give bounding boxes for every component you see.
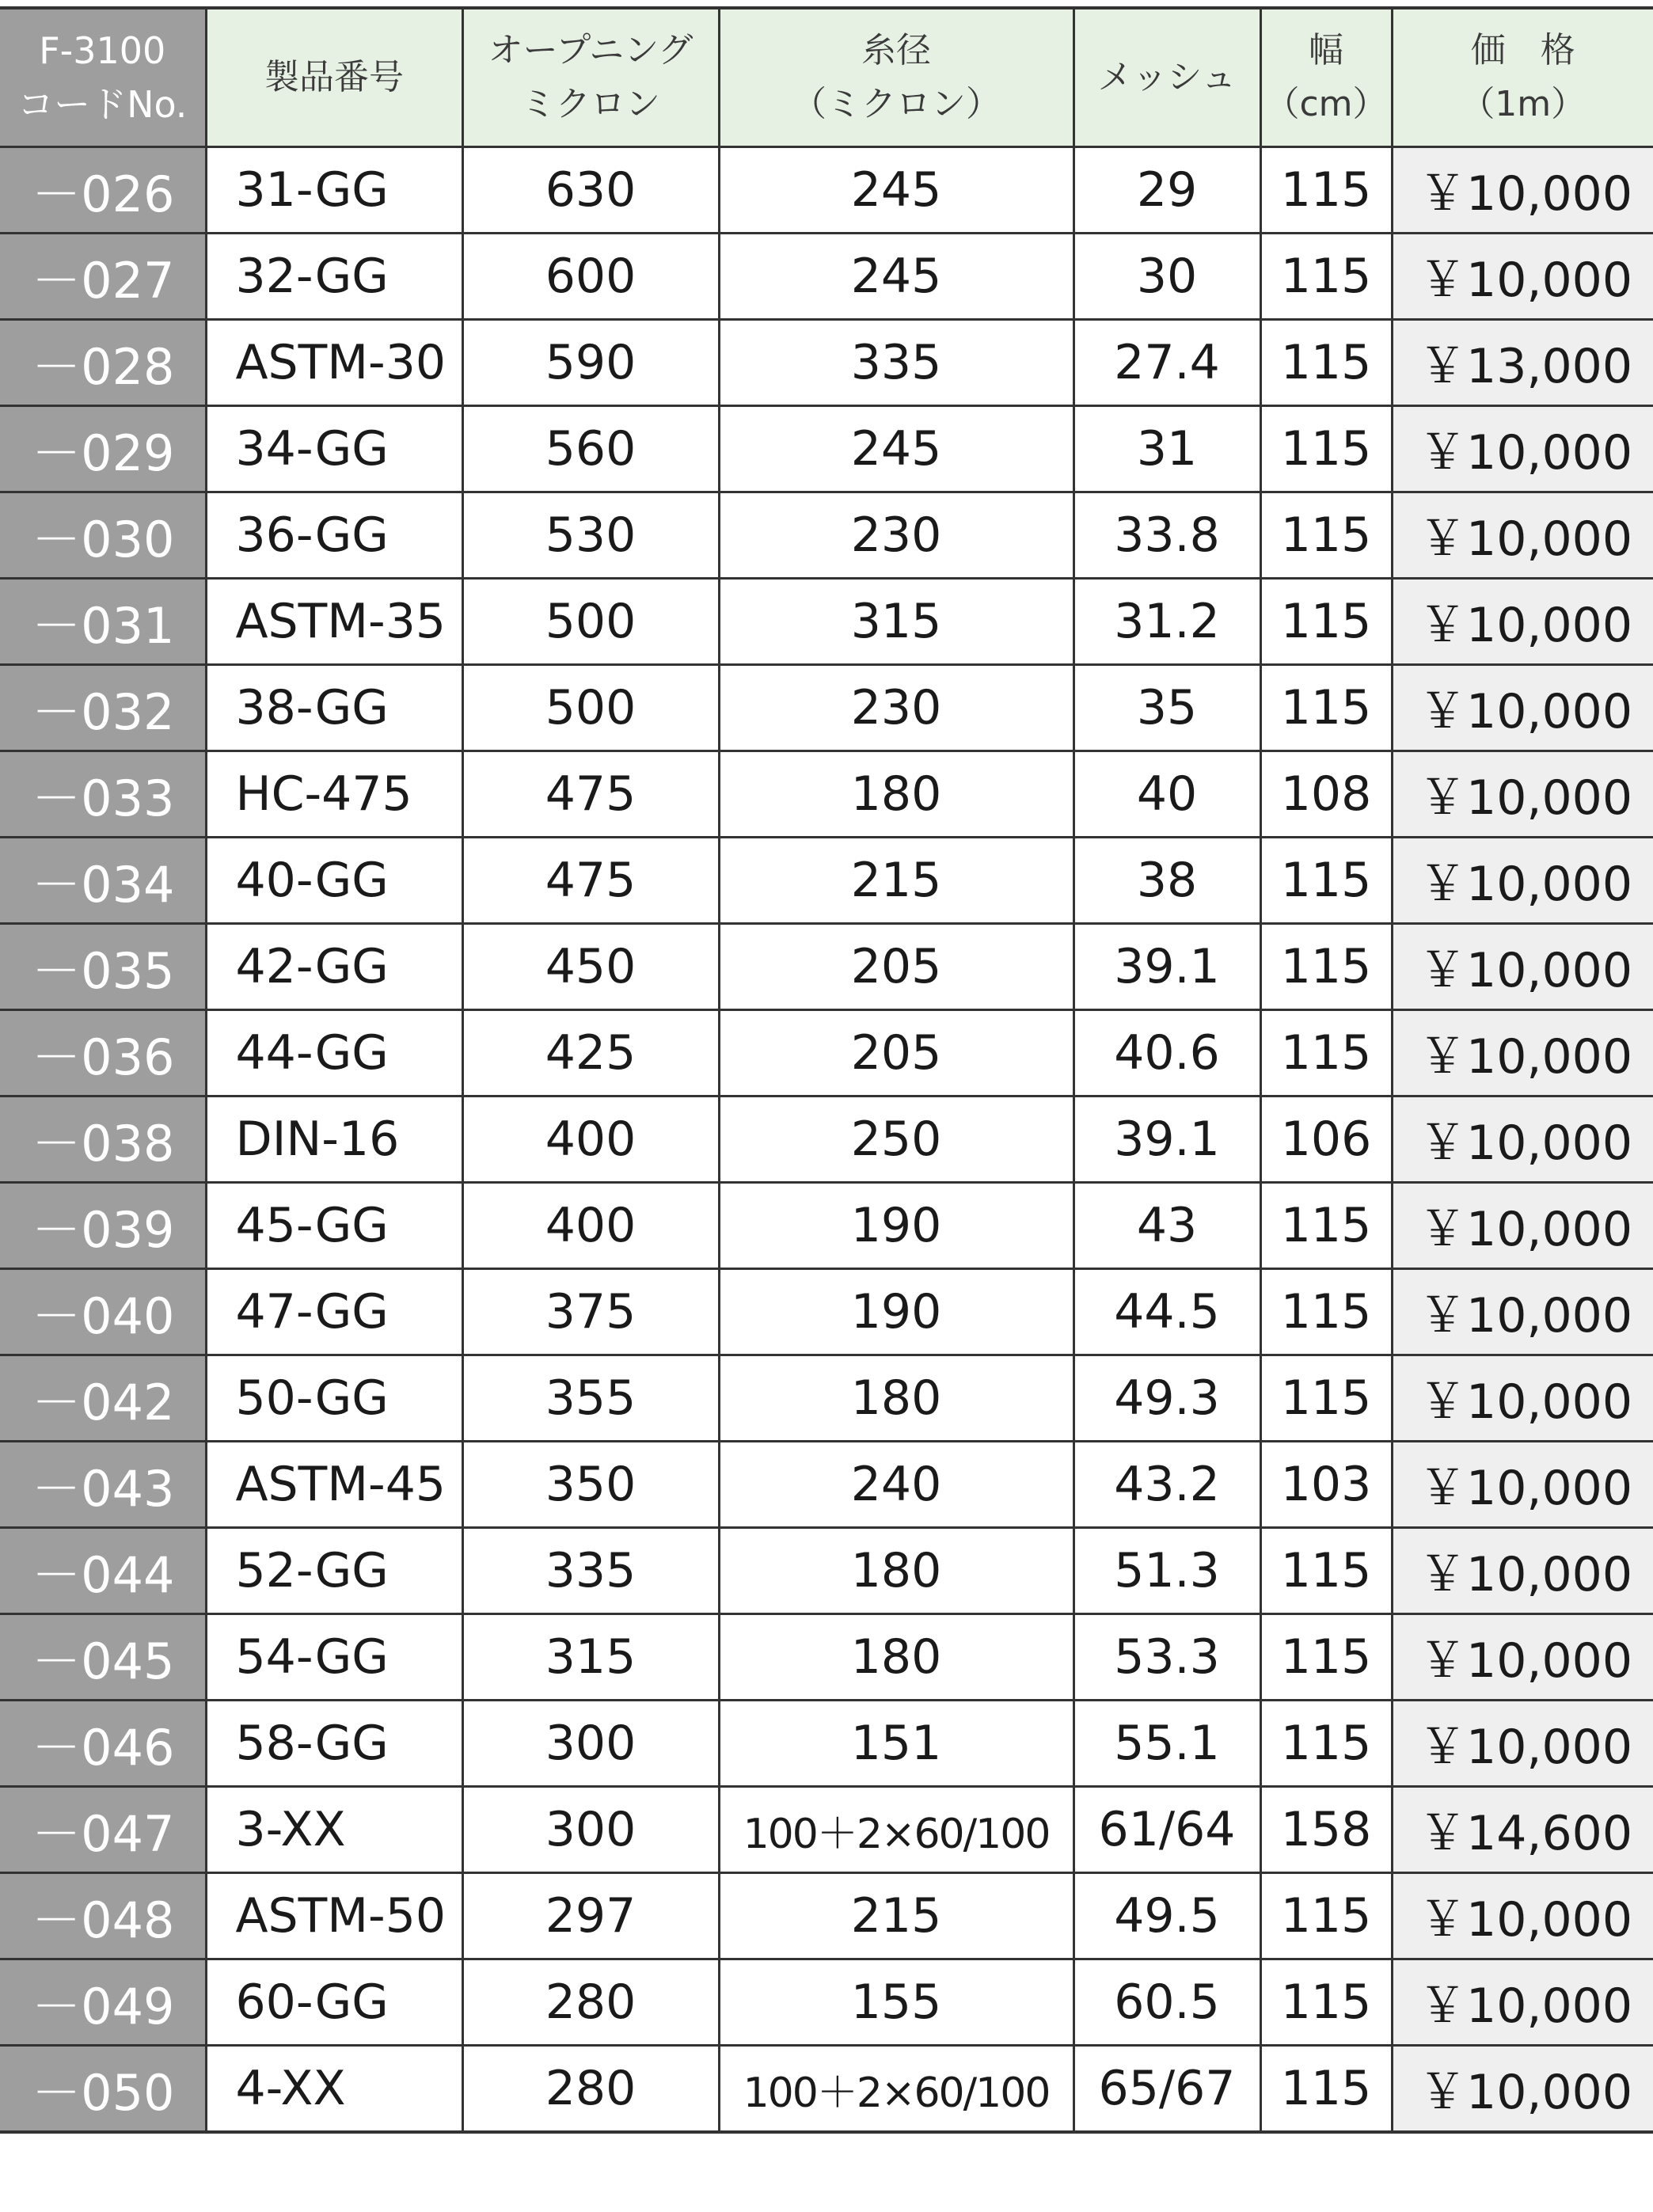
width-cell: 115: [1260, 406, 1392, 492]
thread-cell: 180: [719, 1355, 1074, 1442]
header-opening: [462, 8, 719, 147]
opening-cell: 355: [462, 1355, 719, 1442]
mesh-cell: 39.1: [1074, 924, 1260, 1010]
thread-cell: 245: [719, 147, 1074, 234]
header-thread: [719, 8, 1074, 147]
width-cell: 115: [1260, 1183, 1392, 1269]
table-row: [0, 1959, 1653, 2046]
opening-cell: 590: [462, 320, 719, 406]
mesh-cell: 65/67: [1074, 2046, 1260, 2133]
code-cell: －044: [0, 1528, 206, 1614]
code-cell: －036: [0, 1010, 206, 1096]
product-cell: 58-GG: [206, 1701, 462, 1787]
opening-cell: 530: [462, 492, 719, 579]
code-cell: －040: [0, 1269, 206, 1355]
thread-cell: 100＋2×60/100: [719, 2046, 1074, 2133]
code-cell: －045: [0, 1614, 206, 1701]
code-cell: －042: [0, 1355, 206, 1442]
width-cell: 115: [1260, 1614, 1392, 1701]
product-cell: HC-475: [206, 751, 462, 838]
table-row: [0, 234, 1653, 320]
header-code-line1: F-3100: [39, 29, 166, 72]
mesh-cell: 38: [1074, 838, 1260, 924]
mesh-cell: 49.5: [1074, 1873, 1260, 1959]
header-opening-line2: ミクロン: [521, 84, 660, 124]
product-cell: 47-GG: [206, 1269, 462, 1355]
price-cell: ￥10,000: [1392, 1701, 1653, 1787]
price-cell: ￥10,000: [1392, 492, 1653, 579]
product-cell: 60-GG: [206, 1959, 462, 2046]
thread-cell: 215: [719, 838, 1074, 924]
code-cell: －032: [0, 665, 206, 751]
mesh-cell: 31: [1074, 406, 1260, 492]
header-mesh-label: メッシュ: [1097, 57, 1237, 97]
thread-cell: 100＋2×60/100: [719, 1787, 1074, 1873]
opening-cell: 280: [462, 1959, 719, 2046]
price-cell: ￥10,000: [1392, 751, 1653, 838]
product-cell: 45-GG: [206, 1183, 462, 1269]
header-price-line2: （1m）: [1460, 84, 1586, 124]
thread-cell: 155: [719, 1959, 1074, 2046]
code-cell: －027: [0, 234, 206, 320]
price-cell: ￥10,000: [1392, 1096, 1653, 1183]
opening-cell: 350: [462, 1442, 719, 1528]
thread-cell: 205: [719, 924, 1074, 1010]
price-cell: ￥10,000: [1392, 1010, 1653, 1096]
price-cell: ￥10,000: [1392, 838, 1653, 924]
opening-cell: 280: [462, 2046, 719, 2133]
price-cell: ￥10,000: [1392, 1959, 1653, 2046]
thread-cell: 205: [719, 1010, 1074, 1096]
header-thread-line2: （ミクロン）: [792, 84, 1001, 124]
header-opening-line1: オープニング: [488, 30, 694, 70]
opening-cell: 297: [462, 1873, 719, 1959]
width-cell: 115: [1260, 579, 1392, 665]
table-row: [0, 2046, 1653, 2133]
header-width-line1: 幅: [1309, 30, 1343, 70]
product-cell: ASTM-35: [206, 579, 462, 665]
price-cell: ￥10,000: [1392, 1528, 1653, 1614]
code-cell: －035: [0, 924, 206, 1010]
thread-cell: 180: [719, 751, 1074, 838]
product-cell: ASTM-30: [206, 320, 462, 406]
width-cell: 158: [1260, 1787, 1392, 1873]
thread-cell: 190: [719, 1269, 1074, 1355]
opening-cell: 300: [462, 1787, 719, 1873]
code-cell: －048: [0, 1873, 206, 1959]
product-cell: ASTM-50: [206, 1873, 462, 1959]
mesh-cell: 43: [1074, 1183, 1260, 1269]
opening-cell: 600: [462, 234, 719, 320]
width-cell: 115: [1260, 1959, 1392, 2046]
width-cell: 115: [1260, 1528, 1392, 1614]
width-cell: 103: [1260, 1442, 1392, 1528]
width-cell: 115: [1260, 665, 1392, 751]
price-table: [0, 6, 1653, 2134]
thread-cell: 230: [719, 665, 1074, 751]
table-row: [0, 406, 1653, 492]
thread-cell: 240: [719, 1442, 1074, 1528]
table-row: [0, 1614, 1653, 1701]
thread-cell: 245: [719, 406, 1074, 492]
mesh-cell: 29: [1074, 147, 1260, 234]
width-cell: 115: [1260, 147, 1392, 234]
header-product: [206, 8, 462, 147]
mesh-cell: 31.2: [1074, 579, 1260, 665]
thread-cell: 180: [719, 1528, 1074, 1614]
code-cell: －030: [0, 492, 206, 579]
width-cell: 115: [1260, 1355, 1392, 1442]
code-cell: －034: [0, 838, 206, 924]
thread-cell: 230: [719, 492, 1074, 579]
code-cell: －047: [0, 1787, 206, 1873]
table-row: [0, 1269, 1653, 1355]
product-cell: 34-GG: [206, 406, 462, 492]
header-row: [0, 8, 1653, 147]
mesh-cell: 61/64: [1074, 1787, 1260, 1873]
header-code: [0, 8, 206, 147]
code-cell: －050: [0, 2046, 206, 2133]
opening-cell: 300: [462, 1701, 719, 1787]
header-code-line2: コードNo.: [17, 83, 188, 126]
mesh-cell: 39.1: [1074, 1096, 1260, 1183]
opening-cell: 475: [462, 838, 719, 924]
table-row: [0, 320, 1653, 406]
table-row: [0, 838, 1653, 924]
table-row: [0, 579, 1653, 665]
table-row: [0, 924, 1653, 1010]
mesh-cell: 33.8: [1074, 492, 1260, 579]
mesh-cell: 44.5: [1074, 1269, 1260, 1355]
width-cell: 115: [1260, 1010, 1392, 1096]
price-cell: ￥10,000: [1392, 1355, 1653, 1442]
table-row: [0, 1701, 1653, 1787]
opening-cell: 375: [462, 1269, 719, 1355]
width-cell: 115: [1260, 320, 1392, 406]
mesh-cell: 27.4: [1074, 320, 1260, 406]
product-cell: 31-GG: [206, 147, 462, 234]
thread-cell: 250: [719, 1096, 1074, 1183]
mesh-cell: 51.3: [1074, 1528, 1260, 1614]
width-cell: 115: [1260, 234, 1392, 320]
code-cell: －039: [0, 1183, 206, 1269]
price-cell: ￥10,000: [1392, 147, 1653, 234]
price-cell: ￥10,000: [1392, 1873, 1653, 1959]
product-cell: 4-XX: [206, 2046, 462, 2133]
product-cell: 54-GG: [206, 1614, 462, 1701]
opening-cell: 630: [462, 147, 719, 234]
thread-cell: 180: [719, 1614, 1074, 1701]
width-cell: 115: [1260, 1269, 1392, 1355]
width-cell: 115: [1260, 492, 1392, 579]
table-row: [0, 1096, 1653, 1183]
width-cell: 108: [1260, 751, 1392, 838]
price-cell: ￥10,000: [1392, 924, 1653, 1010]
price-cell: ￥10,000: [1392, 406, 1653, 492]
code-cell: －028: [0, 320, 206, 406]
mesh-cell: 40: [1074, 751, 1260, 838]
product-cell: 42-GG: [206, 924, 462, 1010]
table-row: [0, 1873, 1653, 1959]
table-row: [0, 751, 1653, 838]
table-header: [0, 8, 1653, 147]
price-cell: ￥14,600: [1392, 1787, 1653, 1873]
header-width-line2: （cm）: [1264, 84, 1388, 124]
product-cell: 44-GG: [206, 1010, 462, 1096]
table-row: [0, 1010, 1653, 1096]
header-product-label: 製品番号: [264, 57, 404, 97]
opening-cell: 335: [462, 1528, 719, 1614]
header-width: [1260, 8, 1392, 147]
opening-cell: 560: [462, 406, 719, 492]
thread-cell: 245: [719, 234, 1074, 320]
width-cell: 106: [1260, 1096, 1392, 1183]
code-cell: －049: [0, 1959, 206, 2046]
code-cell: －043: [0, 1442, 206, 1528]
thread-cell: 335: [719, 320, 1074, 406]
width-cell: 115: [1260, 838, 1392, 924]
product-cell: 32-GG: [206, 234, 462, 320]
code-cell: －029: [0, 406, 206, 492]
table-row: [0, 665, 1653, 751]
price-cell: ￥10,000: [1392, 2046, 1653, 2133]
price-cell: ￥10,000: [1392, 1269, 1653, 1355]
table-row: [0, 1355, 1653, 1442]
thread-cell: 315: [719, 579, 1074, 665]
opening-cell: 425: [462, 1010, 719, 1096]
opening-cell: 450: [462, 924, 719, 1010]
mesh-cell: 43.2: [1074, 1442, 1260, 1528]
opening-cell: 400: [462, 1096, 719, 1183]
opening-cell: 500: [462, 665, 719, 751]
header-price: [1392, 8, 1653, 147]
thread-cell: 215: [719, 1873, 1074, 1959]
product-cell: 50-GG: [206, 1355, 462, 1442]
opening-cell: 400: [462, 1183, 719, 1269]
opening-cell: 315: [462, 1614, 719, 1701]
header-mesh: [1074, 8, 1260, 147]
width-cell: 115: [1260, 924, 1392, 1010]
thread-cell: 190: [719, 1183, 1074, 1269]
mesh-cell: 40.6: [1074, 1010, 1260, 1096]
table-row: [0, 1183, 1653, 1269]
price-cell: ￥10,000: [1392, 1614, 1653, 1701]
product-cell: 52-GG: [206, 1528, 462, 1614]
product-cell: 36-GG: [206, 492, 462, 579]
code-cell: －033: [0, 751, 206, 838]
price-cell: ￥13,000: [1392, 320, 1653, 406]
price-cell: ￥10,000: [1392, 234, 1653, 320]
table-row: [0, 1442, 1653, 1528]
price-cell: ￥10,000: [1392, 665, 1653, 751]
code-cell: －038: [0, 1096, 206, 1183]
mesh-cell: 55.1: [1074, 1701, 1260, 1787]
width-cell: 115: [1260, 1701, 1392, 1787]
price-cell: ￥10,000: [1392, 579, 1653, 665]
product-cell: 38-GG: [206, 665, 462, 751]
product-cell: DIN-16: [206, 1096, 462, 1183]
mesh-cell: 60.5: [1074, 1959, 1260, 2046]
mesh-cell: 30: [1074, 234, 1260, 320]
table-row: [0, 1787, 1653, 1873]
table-row: [0, 147, 1653, 234]
header-thread-line1: 糸径: [861, 30, 931, 70]
mesh-cell: 53.3: [1074, 1614, 1260, 1701]
thread-cell: 151: [719, 1701, 1074, 1787]
opening-cell: 500: [462, 579, 719, 665]
table-row: [0, 492, 1653, 579]
table-body: [0, 147, 1653, 2133]
price-cell: ￥10,000: [1392, 1442, 1653, 1528]
product-cell: ASTM-45: [206, 1442, 462, 1528]
width-cell: 115: [1260, 1873, 1392, 1959]
code-cell: －046: [0, 1701, 206, 1787]
width-cell: 115: [1260, 2046, 1392, 2133]
table-row: [0, 1528, 1653, 1614]
mesh-cell: 49.3: [1074, 1355, 1260, 1442]
product-cell: 3-XX: [206, 1787, 462, 1873]
code-cell: －031: [0, 579, 206, 665]
opening-cell: 475: [462, 751, 719, 838]
mesh-cell: 35: [1074, 665, 1260, 751]
header-price-line1: 価 格: [1470, 30, 1575, 70]
product-cell: 40-GG: [206, 838, 462, 924]
code-cell: －026: [0, 147, 206, 234]
price-cell: ￥10,000: [1392, 1183, 1653, 1269]
